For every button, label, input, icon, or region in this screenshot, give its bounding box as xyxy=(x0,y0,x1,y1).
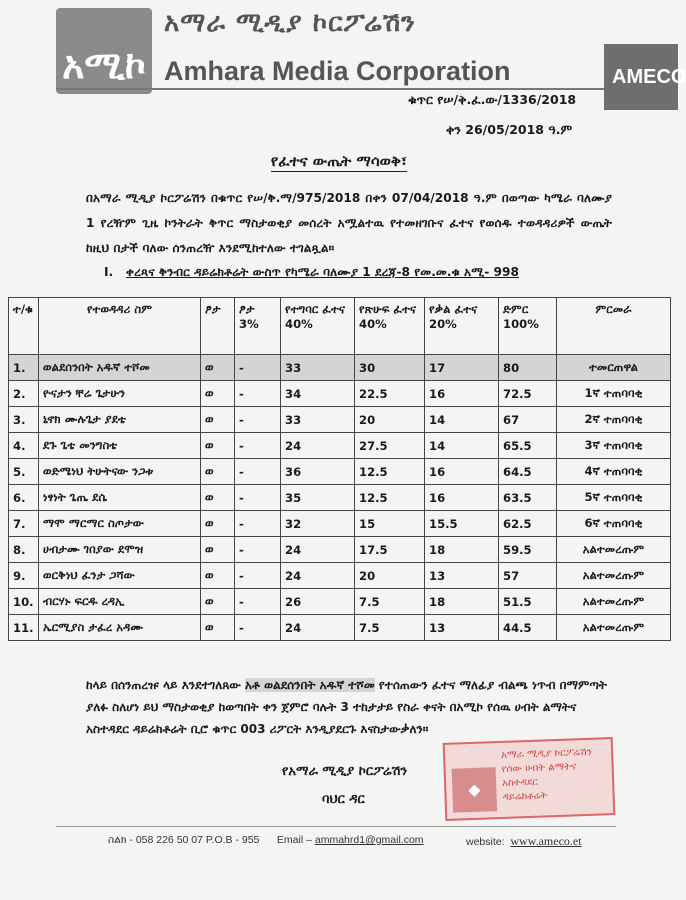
cell-name: ነፃነት ጌጤ ደሴ xyxy=(39,485,201,511)
cell-no: 8. xyxy=(9,537,39,563)
footer-divider xyxy=(56,826,616,827)
cell-oral: 13 xyxy=(425,563,499,589)
cell-practical: 24 xyxy=(281,615,355,641)
cell-remark: 6ኛ ተጠባባቂ xyxy=(557,511,671,537)
cell-remark: አልተመረጡም xyxy=(557,615,671,641)
table-row xyxy=(9,537,671,563)
footer-web-link[interactable]: www.ameco.et xyxy=(510,834,582,848)
cell-practical: 34 xyxy=(281,381,355,407)
closing-after: የተሰጠውን ፈተና ማለፊያ ብልጫ ነጥብ በማምጣት ያለፉ ስለሆነ ይህ ማስታወቂያ ከወጣበት ቀን ጀምሮ ባሉት 3 ተከታታይ የስራ ቀናት በአሚኮ የሰዉ ሀብት ልማትና አስተዳደር ዳይሬክቶሬት ቢሮ ቁጥር 003 ሪፖርት እንዲያደርጉ እናስታውቃለን። xyxy=(86,678,607,736)
cell-oral: 14 xyxy=(425,407,499,433)
cell-name: ወልደሰንበት አዱኛ ተሾመ xyxy=(39,355,201,381)
notice-title-text: የፈተና ውጤት ማሳወቅ፣ xyxy=(270,152,408,170)
cell-no: 1. xyxy=(9,355,39,381)
cell-pct3: - xyxy=(235,589,281,615)
cell-sex: ወ xyxy=(201,407,235,433)
cell-pct3: - xyxy=(235,433,281,459)
cell-name: ኤርሚያስ ታፈረ አዳሙ xyxy=(39,615,201,641)
cell-name: ብርሃኑ ፍርዱ ረዳኢ xyxy=(39,589,201,615)
cell-total: 72.5 xyxy=(499,381,557,407)
col-header: ፆታ xyxy=(201,298,235,355)
table-row xyxy=(9,381,671,407)
cell-pct3: - xyxy=(235,407,281,433)
table-header-row xyxy=(9,298,671,355)
cell-written: 15 xyxy=(355,511,425,537)
cell-remark: አልተመረጡም xyxy=(557,589,671,615)
col-header: የተግባር ፈተና 40% xyxy=(281,298,355,355)
cell-oral: 15.5 xyxy=(425,511,499,537)
closing-paragraph xyxy=(86,674,616,740)
cell-total: 57 xyxy=(499,563,557,589)
cell-name: ወድሜነህ ትሁትናው ንጋቱ xyxy=(39,459,201,485)
cell-oral: 13 xyxy=(425,615,499,641)
cell-practical: 24 xyxy=(281,537,355,563)
cell-sex: ወ xyxy=(201,485,235,511)
cell-no: 11. xyxy=(9,615,39,641)
cell-total: 62.5 xyxy=(499,511,557,537)
cell-remark: 1ኛ ተጠባባቂ xyxy=(557,381,671,407)
cell-remark: 3ኛ ተጠባባቂ xyxy=(557,433,671,459)
stamp-logo-icon: ◆ xyxy=(452,767,498,813)
table-row xyxy=(9,433,671,459)
cell-name: ደጉ ጌቴ መንግስቴ xyxy=(39,433,201,459)
cell-name: ማሞ ማርማር ስጦታው xyxy=(39,511,201,537)
cell-sex: ወ xyxy=(201,459,235,485)
cell-written: 7.5 xyxy=(355,615,425,641)
cell-written: 20 xyxy=(355,563,425,589)
col-header: የቃል ፈተና 20% xyxy=(425,298,499,355)
cell-no: 4. xyxy=(9,433,39,459)
cell-oral: 18 xyxy=(425,537,499,563)
table-row xyxy=(9,459,671,485)
cell-name: ወርቅነህ ፈንታ ጋሻው xyxy=(39,563,201,589)
org-name-english: Amhara Media Corporation xyxy=(164,56,511,86)
document-date: ቀን 26/05/2018 ዓ.ም xyxy=(446,122,573,137)
cell-sex: ወ xyxy=(201,511,235,537)
cell-sex: ወ xyxy=(201,563,235,589)
cell-sex: ወ xyxy=(201,433,235,459)
cell-total: 63.5 xyxy=(499,485,557,511)
cell-remark: 4ኛ ተጠባባቂ xyxy=(557,459,671,485)
section-text: ቀረጻና ቅንብር ዳይሬክቶሬት ውስጥ የካሜራ ባለሙያ 1 ደረጃ-8 የመ.መ.ቁ አሚ- 998 xyxy=(125,265,519,279)
table-row xyxy=(9,563,671,589)
cell-written: 20 xyxy=(355,407,425,433)
cell-sex: ወ xyxy=(201,355,235,381)
selected-candidate-name: አቶ ወልደሰንበት አዱኛ ተሾመ xyxy=(244,678,375,692)
cell-total: 67 xyxy=(499,407,557,433)
cell-practical: 26 xyxy=(281,589,355,615)
cell-remark: 5ኛ ተጠባባቂ xyxy=(557,485,671,511)
table-row xyxy=(9,615,671,641)
cell-sex: ወ xyxy=(201,615,235,641)
col-header: የጽሁፍ ፈተና 40% xyxy=(355,298,425,355)
cell-practical: 33 xyxy=(281,355,355,381)
results-table xyxy=(8,297,671,641)
section-number: I. xyxy=(104,265,114,279)
cell-total: 65.5 xyxy=(499,433,557,459)
cell-no: 10. xyxy=(9,589,39,615)
ameco-logo xyxy=(56,8,152,94)
cell-name: ዮናታን ቸሬ ጌታሁን xyxy=(39,381,201,407)
cell-written: 12.5 xyxy=(355,459,425,485)
cell-written: 22.5 xyxy=(355,381,425,407)
cell-pct3: - xyxy=(235,355,281,381)
footer-web-label: website: xyxy=(466,836,505,848)
cell-pct3: - xyxy=(235,563,281,589)
cell-remark: አልተመረጡም xyxy=(557,537,671,563)
cell-total: 64.5 xyxy=(499,459,557,485)
cell-written: 7.5 xyxy=(355,589,425,615)
col-header: ፆታ 3% xyxy=(235,298,281,355)
closing-before: ከላይ በሰንጠረዡ ላይ እንደተገለጸው xyxy=(86,678,245,692)
cell-written: 17.5 xyxy=(355,537,425,563)
cell-sex: ወ xyxy=(201,381,235,407)
cell-oral: 16 xyxy=(425,381,499,407)
cell-remark: አልተመረጡም xyxy=(557,563,671,589)
cell-practical: 24 xyxy=(281,433,355,459)
cell-practical: 24 xyxy=(281,563,355,589)
table-row xyxy=(9,485,671,511)
stamp-line: ዳይሬክቶሬት xyxy=(502,790,548,803)
cell-no: 9. xyxy=(9,563,39,589)
notice-title xyxy=(0,152,678,170)
cell-no: 2. xyxy=(9,381,39,407)
signature-city: ባህር ዳር xyxy=(322,792,365,807)
cell-sex: ወ xyxy=(201,537,235,563)
section-heading xyxy=(104,265,519,280)
cell-pct3: - xyxy=(235,459,281,485)
cell-sex: ወ xyxy=(201,589,235,615)
cell-total: 51.5 xyxy=(499,589,557,615)
table-row xyxy=(9,355,671,381)
table-row xyxy=(9,511,671,537)
cell-no: 6. xyxy=(9,485,39,511)
cell-no: 5. xyxy=(9,459,39,485)
cell-oral: 14 xyxy=(425,433,499,459)
cell-pct3: - xyxy=(235,511,281,537)
org-name-amharic: አማራ ሚዲያ ኮርፖሬሽን xyxy=(164,8,416,38)
official-stamp xyxy=(443,737,616,821)
brand-badge: AMECO xyxy=(604,44,678,110)
cell-total: 80 xyxy=(499,355,557,381)
cell-name: ሀብታሙ ገበያው ደሞዝ xyxy=(39,537,201,563)
col-header: ምርመራ xyxy=(557,298,671,355)
cell-pct3: - xyxy=(235,615,281,641)
footer-website xyxy=(466,834,582,849)
footer-email[interactable]: ammahrd1@gmail.com xyxy=(314,834,424,846)
reference-number: ቁጥር የሠ/ቅ.ፈ.ው/1336/2018 xyxy=(408,92,577,107)
cell-written: 27.5 xyxy=(355,433,425,459)
col-header: የተወዳዳሪ ስም xyxy=(39,298,201,355)
cell-pct3: - xyxy=(235,537,281,563)
col-header: ድምር 100% xyxy=(499,298,557,355)
cell-no: 7. xyxy=(9,511,39,537)
cell-total: 59.5 xyxy=(499,537,557,563)
cell-remark: 2ኛ ተጠባባቂ xyxy=(557,407,671,433)
table-row xyxy=(9,407,671,433)
cell-name: ኒኖክ ሙሉጌታ ያደቴ xyxy=(39,407,201,433)
signature-org: የአማራ ሚዲያ ኮርፖሬሽን xyxy=(282,764,408,779)
cell-oral: 18 xyxy=(425,589,499,615)
cell-practical: 35 xyxy=(281,485,355,511)
cell-pct3: - xyxy=(235,381,281,407)
cell-remark: ተመርጠዋል xyxy=(557,355,671,381)
cell-oral: 17 xyxy=(425,355,499,381)
stamp-line: አማራ ሚዲያ ኮርፖሬሽን xyxy=(500,746,593,761)
cell-practical: 33 xyxy=(281,407,355,433)
footer-email-label: Email – xyxy=(276,834,312,846)
footer-phone: ስልክ - 058 226 50 07 P.O.B - 955 xyxy=(108,834,260,846)
cell-total: 44.5 xyxy=(499,615,557,641)
cell-practical: 32 xyxy=(281,511,355,537)
logo-text: አሚኮ xyxy=(62,43,146,87)
intro-paragraph: በአማራ ሚዲያ ኮርፖሬሽን በቁጥር የሠ/ቅ.ማ/975/2018 በቀን 07/04/2018 ዓ.ም በወጣው ካሜራ ባለሙያ 1 የረዥም ጊዜ ኮንትራት ቅጥር ማስታወቂያ መሰረት አሟልተዉ የተመዘገቡና ፈተና የወሰዱ ተወዳዳሪዎች ውጤት ከዚህ በታች ባለው ሰንጠረዥ እንደሚከተለው ተገልጿል። xyxy=(86,191,612,255)
header-divider xyxy=(56,88,604,90)
cell-oral: 16 xyxy=(425,485,499,511)
cell-no: 3. xyxy=(9,407,39,433)
col-header: ተ/ቁ xyxy=(9,298,39,355)
cell-pct3: - xyxy=(235,485,281,511)
cell-written: 12.5 xyxy=(355,485,425,511)
cell-practical: 36 xyxy=(281,459,355,485)
cell-oral: 16 xyxy=(425,459,499,485)
footer-contact xyxy=(108,834,424,847)
table-row xyxy=(9,589,671,615)
cell-written: 30 xyxy=(355,355,425,381)
stamp-line: የሰው ሀብት ልማትና አስተዳደር xyxy=(501,761,577,789)
